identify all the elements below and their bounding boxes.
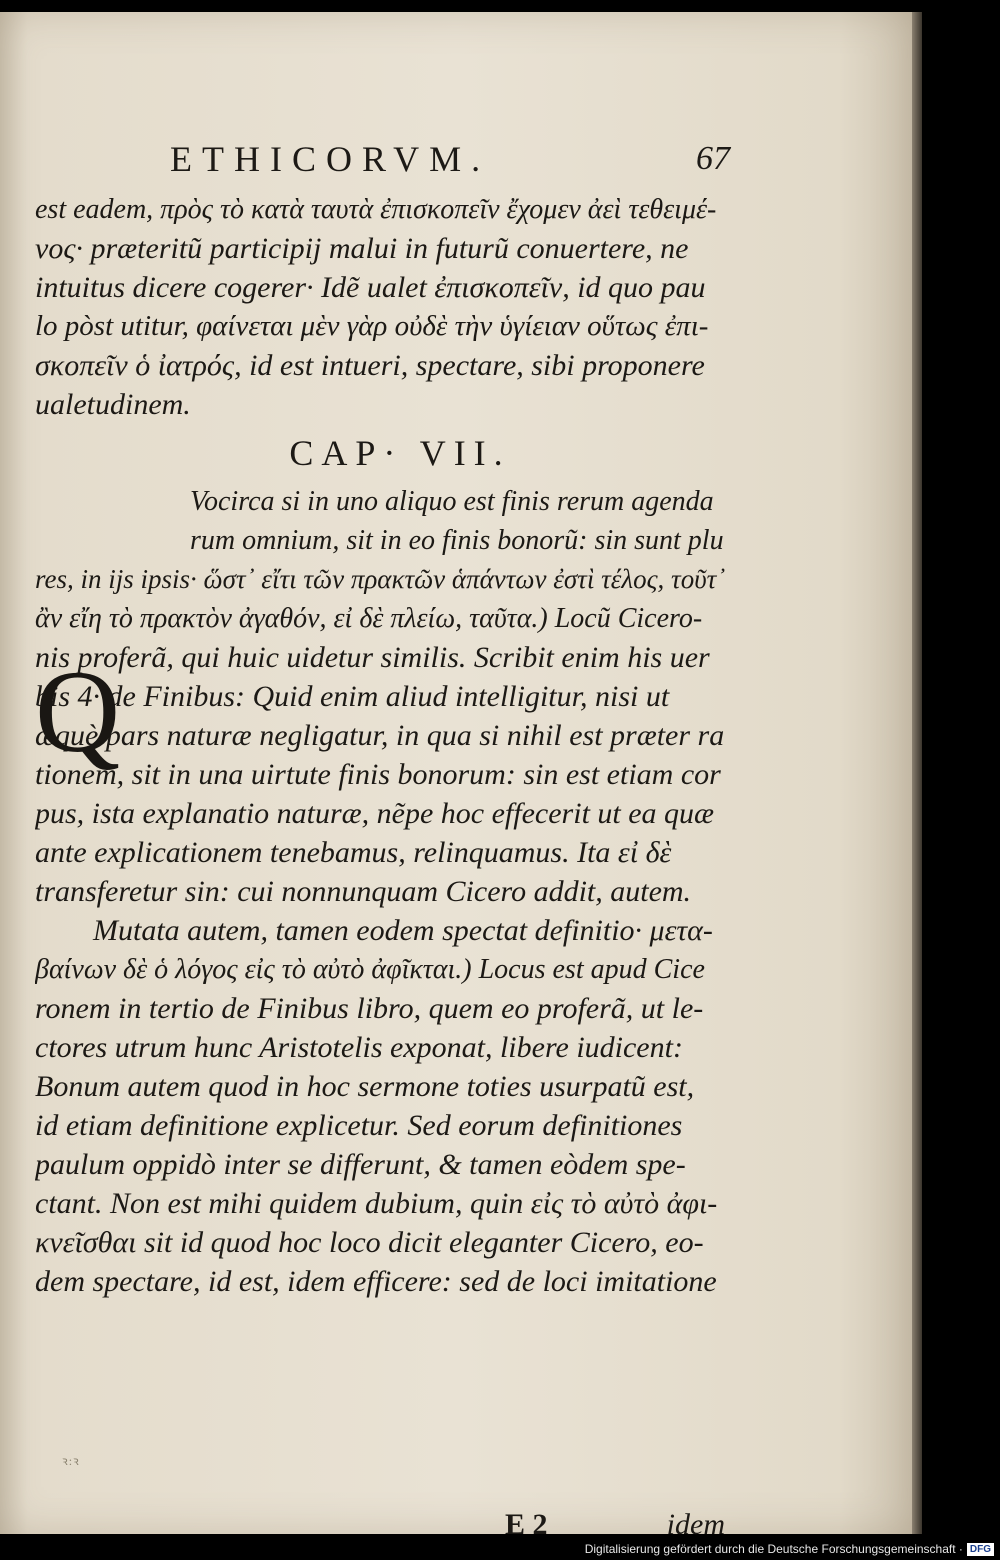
text-line: æquè pars naturæ negligatur, in qua si nihil est præter ra bbox=[35, 719, 725, 752]
text-line: Mutata autem, tamen eodem spectat definitio· μετα- bbox=[93, 914, 713, 947]
paragraph-second bbox=[35, 911, 725, 1301]
running-title: ETHICORVM. bbox=[170, 139, 491, 179]
text-line: nis proferã, qui huic uidetur similis. Scribit enim his uer bbox=[35, 641, 710, 674]
dfg-logo: DFG bbox=[967, 1543, 994, 1556]
text-line: lo pòst utitur, φαίνεται μὲν γὰρ οὐδὲ τὴν ὑγίειαν οὕτως ἐπι- bbox=[35, 310, 709, 342]
page-edge bbox=[912, 12, 922, 1534]
paragraph-chapter bbox=[35, 482, 725, 911]
text-line: tionem, sit in una uirtute finis bonorum: sin est etiam cor bbox=[35, 758, 721, 791]
page-number: 67 bbox=[696, 140, 730, 177]
text-line: rum omnium, sit in eo finis bonorũ: sin sunt plu bbox=[190, 525, 724, 556]
text-line: βαίνων δὲ ὁ λόγος εἰς τὸ αὐτὸ ἀφῖκται.) Locus est apud Cice bbox=[35, 954, 705, 985]
text-line: res, in ijs ipsis· ὥστ᾽ εἴτι τῶν πρακτῶν ἁπάντων ἐστὶ τέλος, τοῦτ᾽ bbox=[35, 564, 725, 594]
text-line: transferetur sin: cui nonnunquam Cicero addit, autem. bbox=[35, 875, 692, 908]
text-line: Bonum autem quod in hoc sermone toties usurpatũ est, bbox=[35, 1070, 695, 1103]
text-line: ctores utrum hunc Aristotelis exponat, libere iudicent: bbox=[35, 1031, 683, 1064]
paragraph-top bbox=[35, 190, 725, 424]
credit-text: Digitalisierung gefördert durch die Deutsche Forschungsgemeinschaft · bbox=[584, 1542, 963, 1556]
text-line: ronem in tertio de Finibus libro, quem eo proferã, ut le- bbox=[35, 992, 704, 1025]
text-line: ctant. Non est mihi quidem dubium, quin εἰς τὸ αὐτὸ ἀφι- bbox=[35, 1187, 718, 1220]
margin-mark: ꝛ:ꝛ bbox=[62, 1454, 80, 1468]
running-header bbox=[170, 138, 730, 188]
text-line: id etiam definitione explicetur. Sed eorum definitiones bbox=[35, 1109, 683, 1142]
text-line: ualetudinem. bbox=[35, 388, 191, 421]
drop-cap: Q bbox=[35, 646, 121, 777]
text-line: σκοπεῖν ὁ ἰατρός, id est intueri, spectare, sibi proponere bbox=[35, 349, 705, 382]
text-line: intuitus dicere cogerer· Idẽ ualet ἐπισκοπεῖν, id quo pau bbox=[35, 271, 706, 304]
catchword: idem bbox=[666, 1508, 725, 1541]
text-line: Vocirca si in uno aliquo est finis rerum agenda bbox=[190, 486, 714, 517]
signature-mark: E 2 bbox=[505, 1508, 548, 1541]
text-line: νος· præteritũ participij malui in futurũ conuertere, ne bbox=[35, 232, 689, 265]
text-line: est eadem, πρὸς τὸ κατὰ ταυτὰ ἐπισκοπεῖν ἔχομεν ἀεὶ τεθειμέ- bbox=[35, 194, 717, 225]
text-line: κνεῖσθαι sit id quod hoc loco dicit eleganter Cicero, eo- bbox=[35, 1226, 704, 1259]
text-line: ante explicationem tenebamus, relinquamus. Ita εἰ δὲ bbox=[35, 836, 672, 869]
digitization-credit bbox=[585, 1540, 994, 1558]
text-line: ἂν εἴη τὸ πρακτὸν ἀγαθόν, εἰ δὲ πλείω, ταῦτα.) Locũ Cicero- bbox=[35, 603, 703, 634]
text-line: bis 4· de Finibus: Quid enim aliud intelligitur, nisi ut bbox=[35, 680, 670, 713]
text-line: dem spectare, id est, idem efficere: sed de loci imitatione bbox=[35, 1265, 717, 1298]
chapter-heading: CAP· VII. bbox=[289, 433, 511, 473]
text-line: paulum oppidò inter se differunt, & tamen eòdem spe- bbox=[35, 1148, 686, 1181]
text-line: pus, ista explanatio naturæ, nẽpe hoc effecerit ut ea quæ bbox=[35, 797, 715, 830]
